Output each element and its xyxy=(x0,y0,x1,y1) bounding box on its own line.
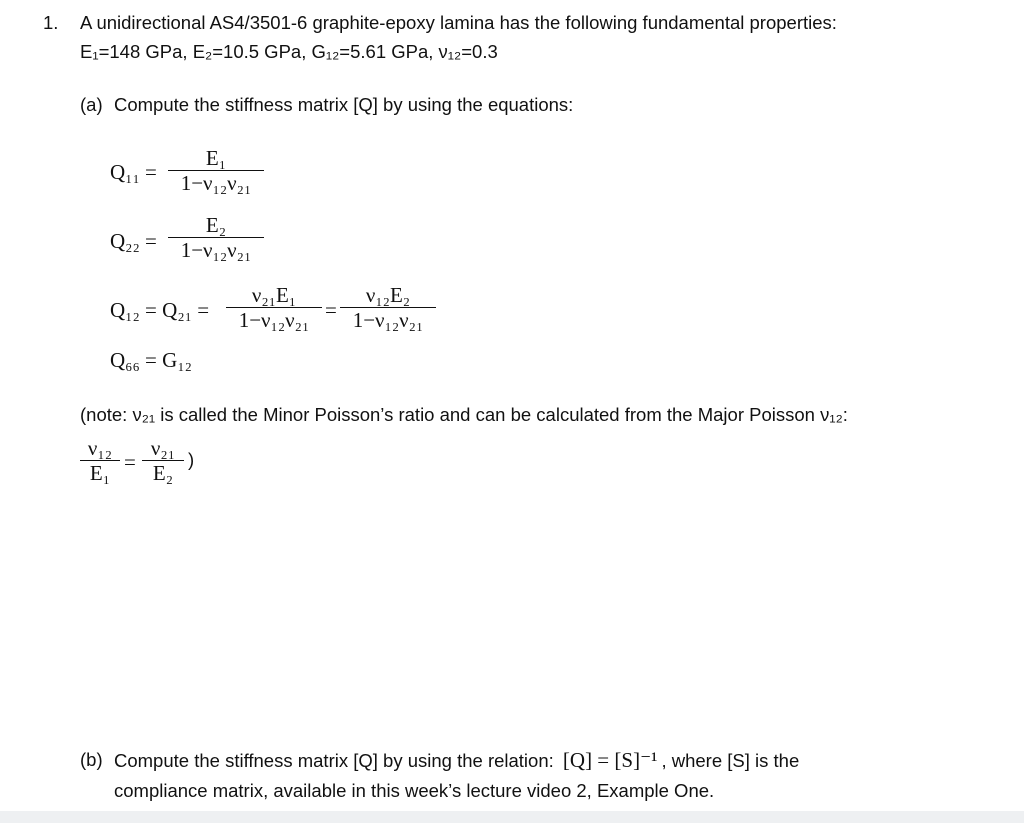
note-text: (note: ν₂₁ is called the Minor Poisson’s ratio and can be calculated from the Major Poisson ν₁₂: xyxy=(80,404,848,425)
note-numerator-2: ν₂₁ xyxy=(150,436,176,460)
problem-number: 1. xyxy=(43,12,59,33)
q12-denominator-1: 1−ν₁₂ν₂₁ xyxy=(238,308,310,332)
note-numerator-1: ν₁₂ xyxy=(87,436,113,460)
q11-denominator: 1−ν₁₂ν₂₁ xyxy=(180,171,252,195)
q22-denominator: 1−ν₁₂ν₂₁ xyxy=(180,238,252,262)
q11-numerator: E₁ xyxy=(205,146,227,170)
part-b-text-1: Compute the stiffness matrix [Q] by using the relation: xyxy=(114,750,554,771)
part-a-text: Compute the stiffness matrix [Q] by using the equations: xyxy=(114,94,574,115)
q12-fraction-2 xyxy=(340,283,436,332)
prop-nu12: ν₁₂=0.3 xyxy=(438,41,498,62)
problem-statement: A unidirectional AS4/3501-6 graphite-epoxy lamina has the following fundamental properties: xyxy=(80,12,837,33)
note-close-paren: ) xyxy=(188,449,195,470)
q22-fraction xyxy=(168,213,264,262)
q22-lhs: Q₂₂ = xyxy=(110,229,157,253)
q12-fraction-1 xyxy=(226,283,322,332)
prop-g12: G₁₂=5.61 GPa, xyxy=(311,41,434,62)
prop-e1: E₁=148 GPa, xyxy=(80,41,188,62)
note-denominator-1: E₁ xyxy=(89,461,111,485)
q11-lhs: Q₁₁ = xyxy=(110,160,157,184)
part-b-label: (b) xyxy=(80,749,103,770)
q22-numerator: E₂ xyxy=(205,213,227,237)
note-denominator-2: E₂ xyxy=(152,461,174,485)
material-properties xyxy=(80,41,498,63)
part-b-text xyxy=(114,749,799,772)
q12-numerator-2: ν₁₂E₂ xyxy=(365,283,411,307)
page-bottom-strip xyxy=(0,811,1024,823)
prop-e2: E₂=10.5 GPa, xyxy=(192,41,307,62)
q11-fraction xyxy=(168,146,264,195)
q12-lhs: Q₁₂ = Q₂₁ = xyxy=(110,298,210,322)
part-a-label: (a) xyxy=(80,94,103,115)
q12-denominator-2: 1−ν₁₂ν₂₁ xyxy=(352,308,424,332)
part-b-text-2: , where [S] is the xyxy=(661,750,800,771)
note-equals: = xyxy=(124,450,136,474)
q12-equals: = xyxy=(325,298,337,322)
note-fraction-2 xyxy=(142,436,184,485)
q12-numerator-1: ν₂₁E₁ xyxy=(251,283,297,307)
part-b-formula: [Q] = [S]⁻¹ xyxy=(562,748,658,772)
part-b-line-2: compliance matrix, available in this week’s lecture video 2, Example One. xyxy=(114,780,715,801)
q66-equation: Q₆₆ = G₁₂ xyxy=(110,348,192,372)
note-fraction-1 xyxy=(80,436,120,485)
